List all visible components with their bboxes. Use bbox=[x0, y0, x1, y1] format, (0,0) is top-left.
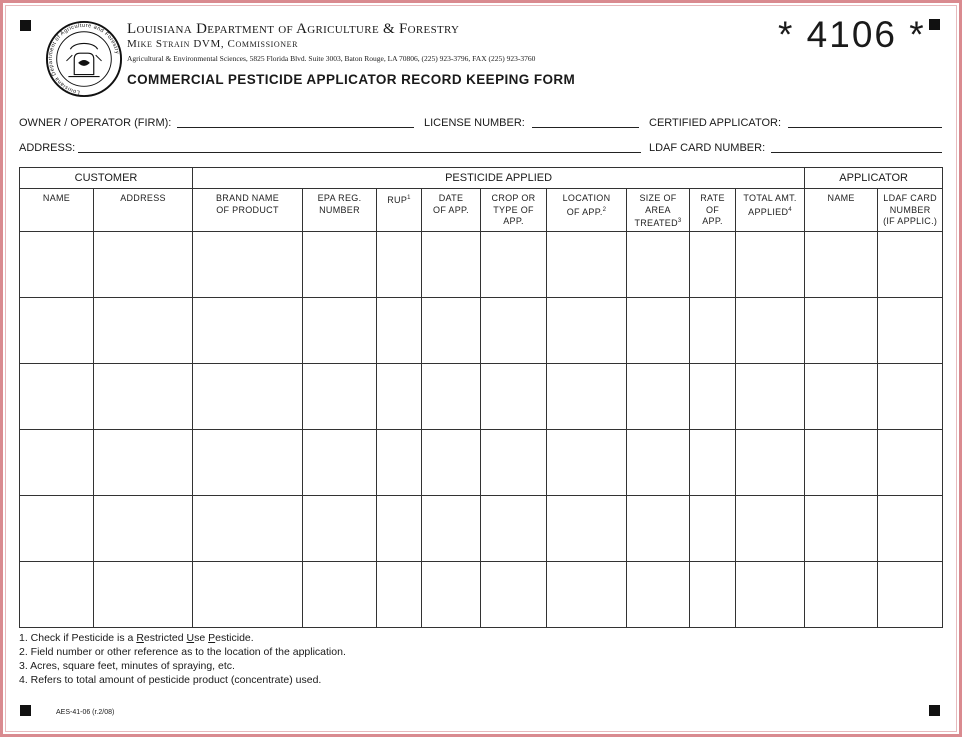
footnote-3: 3. Acres, square feet, minutes of spraying, etc. bbox=[19, 660, 235, 672]
record-table-body bbox=[20, 232, 943, 628]
registration-mark-top-right bbox=[929, 19, 940, 30]
address-field[interactable] bbox=[78, 142, 641, 153]
form-number: * 4106 * bbox=[778, 14, 926, 55]
column-header-total-amt-applied: TOTAL AMT. APPLIED$^4$ bbox=[736, 189, 805, 232]
column-header-rup: RUP$^1$ bbox=[377, 189, 422, 232]
department-address: Agricultural & Environmental Sciences, 5825 Florida Blvd. Suite 3003, Baton Rouge, LA 70806, (225) 923-3796, FAX (225) 923-3760 bbox=[127, 54, 536, 63]
revision-code: AES-41-06 (r.2/08) bbox=[56, 709, 115, 716]
table-row bbox=[20, 232, 943, 298]
cell-date-of-app[interactable] bbox=[422, 430, 481, 496]
license-number-field[interactable] bbox=[532, 117, 639, 128]
cell-crop-or-type[interactable] bbox=[481, 298, 547, 364]
cell-rup[interactable] bbox=[377, 232, 422, 298]
registration-mark-bottom-left bbox=[20, 705, 31, 716]
cell-total-amt-applied[interactable] bbox=[736, 562, 805, 628]
department-seal-icon bbox=[45, 20, 123, 98]
cell-ldaf-card-number[interactable] bbox=[878, 298, 943, 364]
cell-customer-address[interactable] bbox=[94, 496, 193, 562]
table-row bbox=[20, 298, 943, 364]
cell-brand-name[interactable] bbox=[193, 562, 303, 628]
cell-customer-address[interactable] bbox=[94, 232, 193, 298]
cell-date-of-app[interactable] bbox=[422, 232, 481, 298]
owner-operator-field[interactable] bbox=[177, 117, 414, 128]
cell-customer-name[interactable] bbox=[20, 562, 94, 628]
footnote-1: 1. Check if Pesticide is a Restricted Use Pesticide. bbox=[19, 632, 254, 644]
cell-customer-address[interactable] bbox=[94, 430, 193, 496]
column-header-customer-name: NAME bbox=[20, 189, 94, 232]
address-label: ADDRESS: bbox=[19, 142, 76, 154]
column-header-row bbox=[20, 189, 943, 232]
cell-location-of-app[interactable] bbox=[547, 562, 627, 628]
footnote-4: 4. Refers to total amount of pesticide product (concentrate) used. bbox=[19, 674, 322, 686]
cell-customer-address[interactable] bbox=[94, 562, 193, 628]
table-row bbox=[20, 562, 943, 628]
cell-crop-or-type[interactable] bbox=[481, 562, 547, 628]
cell-rate-of-app[interactable] bbox=[690, 430, 736, 496]
cell-rate-of-app[interactable] bbox=[690, 298, 736, 364]
cell-customer-name[interactable] bbox=[20, 298, 94, 364]
cell-ldaf-card-number[interactable] bbox=[878, 232, 943, 298]
cell-total-amt-applied[interactable] bbox=[736, 298, 805, 364]
cell-ldaf-card-number[interactable] bbox=[878, 430, 943, 496]
column-header-crop-or-type: CROP OR TYPE OF APP. bbox=[481, 189, 547, 232]
column-header-applicator-name: NAME bbox=[805, 189, 878, 232]
cell-applicator-name[interactable] bbox=[805, 232, 878, 298]
cell-ldaf-card-number[interactable] bbox=[878, 364, 943, 430]
cell-size-of-area[interactable] bbox=[627, 430, 690, 496]
cell-applicator-name[interactable] bbox=[805, 298, 878, 364]
cell-crop-or-type[interactable] bbox=[481, 496, 547, 562]
cell-epa-reg-number[interactable] bbox=[303, 232, 377, 298]
table-row bbox=[20, 430, 943, 496]
cell-crop-or-type[interactable] bbox=[481, 232, 547, 298]
license-number-label: LICENSE NUMBER: bbox=[424, 117, 525, 129]
cell-epa-reg-number[interactable] bbox=[303, 562, 377, 628]
cell-brand-name[interactable] bbox=[193, 430, 303, 496]
cell-location-of-app[interactable] bbox=[547, 430, 627, 496]
cell-rup[interactable] bbox=[377, 364, 422, 430]
column-header-epa-reg-number: EPA REG. NUMBER bbox=[303, 189, 377, 232]
cell-applicator-name[interactable] bbox=[805, 364, 878, 430]
column-header-brand-name: BRAND NAME OF PRODUCT bbox=[193, 189, 303, 232]
cell-date-of-app[interactable] bbox=[422, 298, 481, 364]
cell-size-of-area[interactable] bbox=[627, 364, 690, 430]
svg-text:Louisiana Department of Agricu: Louisiana Department of Agriculture and Forestry bbox=[47, 22, 120, 95]
cell-customer-name[interactable] bbox=[20, 364, 94, 430]
certified-applicator-label: CERTIFIED APPLICATOR: bbox=[649, 117, 782, 129]
cell-rate-of-app[interactable] bbox=[690, 364, 736, 430]
cell-crop-or-type[interactable] bbox=[481, 430, 547, 496]
cell-size-of-area[interactable] bbox=[627, 496, 690, 562]
column-header-size-of-area: SIZE OF AREA TREATED$^3$ bbox=[627, 189, 690, 232]
cell-epa-reg-number[interactable] bbox=[303, 496, 377, 562]
cell-ldaf-card-number[interactable] bbox=[878, 562, 943, 628]
cell-crop-or-type[interactable] bbox=[481, 364, 547, 430]
cell-rup[interactable] bbox=[377, 562, 422, 628]
cell-epa-reg-number[interactable] bbox=[303, 364, 377, 430]
cell-customer-name[interactable] bbox=[20, 430, 94, 496]
cell-rate-of-app[interactable] bbox=[690, 562, 736, 628]
commissioner-name: Mike Strain DVM, Commissioner bbox=[127, 38, 299, 50]
owner-operator-label: OWNER / OPERATOR (FIRM): bbox=[19, 117, 172, 129]
ldaf-card-number-label: LDAF CARD NUMBER: bbox=[649, 142, 766, 154]
cell-brand-name[interactable] bbox=[193, 232, 303, 298]
cell-rup[interactable] bbox=[377, 430, 422, 496]
cell-rup[interactable] bbox=[377, 298, 422, 364]
certified-applicator-field[interactable] bbox=[788, 117, 942, 128]
cell-date-of-app[interactable] bbox=[422, 364, 481, 430]
cell-total-amt-applied[interactable] bbox=[736, 430, 805, 496]
form-title: COMMERCIAL PESTICIDE APPLICATOR RECORD KEEPING FORM bbox=[127, 72, 576, 87]
column-header-rate-of-app: RATE OF APP. bbox=[690, 189, 736, 232]
cell-customer-name[interactable] bbox=[20, 232, 94, 298]
cell-total-amt-applied[interactable] bbox=[736, 364, 805, 430]
cell-size-of-area[interactable] bbox=[627, 232, 690, 298]
group-header-applicator: APPLICATOR bbox=[805, 168, 943, 189]
cell-date-of-app[interactable] bbox=[422, 496, 481, 562]
cell-brand-name[interactable] bbox=[193, 496, 303, 562]
cell-rate-of-app[interactable] bbox=[690, 496, 736, 562]
table-row bbox=[20, 364, 943, 430]
cell-applicator-name[interactable] bbox=[805, 430, 878, 496]
cell-customer-address[interactable] bbox=[94, 298, 193, 364]
registration-mark-bottom-right bbox=[929, 705, 940, 716]
cell-epa-reg-number[interactable] bbox=[303, 430, 377, 496]
cell-customer-address[interactable] bbox=[94, 364, 193, 430]
cell-ldaf-card-number[interactable] bbox=[878, 496, 943, 562]
ldaf-card-number-field[interactable] bbox=[771, 142, 942, 153]
footnote-2: 2. Field number or other reference as to the location of the application. bbox=[19, 646, 346, 658]
column-header-customer-address: ADDRESS bbox=[94, 189, 193, 232]
cell-total-amt-applied[interactable] bbox=[736, 232, 805, 298]
cell-location-of-app[interactable] bbox=[547, 364, 627, 430]
column-header-location-of-app: LOCATION OF APP.$^2$ bbox=[547, 189, 627, 232]
group-header-pesticide-applied: PESTICIDE APPLIED bbox=[193, 168, 805, 189]
department-name: Louisiana Department of Agriculture & Forestry bbox=[127, 21, 460, 37]
cell-location-of-app[interactable] bbox=[547, 496, 627, 562]
cell-location-of-app[interactable] bbox=[547, 298, 627, 364]
cell-location-of-app[interactable] bbox=[547, 232, 627, 298]
cell-size-of-area[interactable] bbox=[627, 562, 690, 628]
cell-date-of-app[interactable] bbox=[422, 562, 481, 628]
cell-rate-of-app[interactable] bbox=[690, 232, 736, 298]
registration-mark-top-left bbox=[20, 20, 31, 31]
column-header-date-of-app: DATE OF APP. bbox=[422, 189, 481, 232]
cell-epa-reg-number[interactable] bbox=[303, 298, 377, 364]
group-header-customer: CUSTOMER bbox=[20, 168, 193, 189]
cell-brand-name[interactable] bbox=[193, 298, 303, 364]
cell-brand-name[interactable] bbox=[193, 364, 303, 430]
cell-applicator-name[interactable] bbox=[805, 562, 878, 628]
column-header-ldaf-card-number: LDAF CARD NUMBER (IF APPLIC.) bbox=[878, 189, 943, 232]
cell-total-amt-applied[interactable] bbox=[736, 496, 805, 562]
cell-size-of-area[interactable] bbox=[627, 298, 690, 364]
footnotes bbox=[19, 631, 346, 687]
cell-rup[interactable] bbox=[377, 496, 422, 562]
cell-applicator-name[interactable] bbox=[805, 496, 878, 562]
cell-customer-name[interactable] bbox=[20, 496, 94, 562]
record-table bbox=[19, 167, 943, 628]
table-row bbox=[20, 496, 943, 562]
